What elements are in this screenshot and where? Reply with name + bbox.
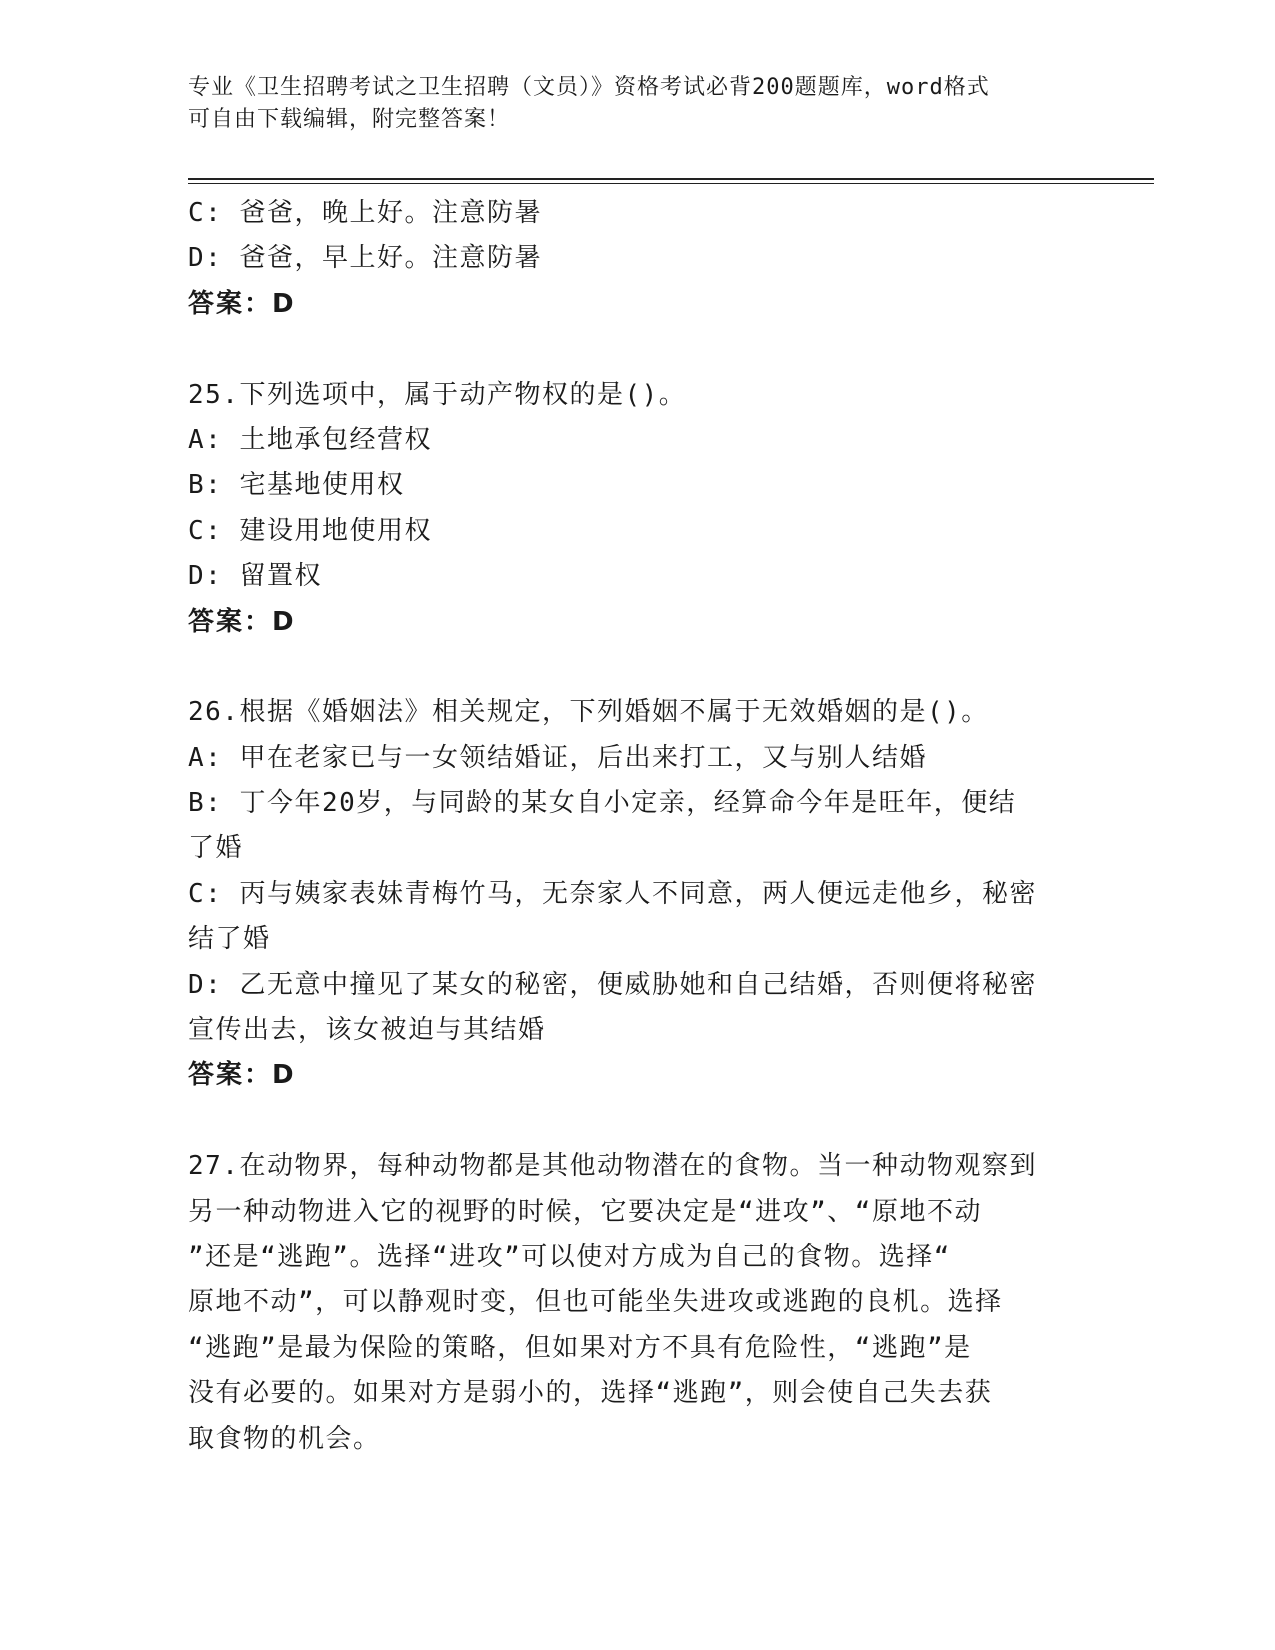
header-divider-thin — [188, 183, 1154, 184]
header-divider — [188, 178, 1154, 180]
option-d-line-1: D: 乙无意中撞见了某女的秘密，便威胁她和自己结婚，否则便将秘密 — [188, 969, 1037, 1000]
question-spacer — [188, 327, 1088, 372]
answer-line: 答案：D — [188, 288, 296, 319]
option-b: B: 宅基地使用权 — [188, 470, 405, 501]
option-c-line-2: 结了婚 — [188, 924, 271, 955]
question-26 — [188, 690, 1088, 1099]
question-spacer — [188, 1099, 1088, 1144]
question-stem: 26.根据《婚姻法》相关规定，下列婚姻不属于无效婚姻的是()。 — [188, 697, 989, 728]
option-c-line-1: C: 丙与姨家表妹青梅竹马，无奈家人不同意，两人便远走他乡，秘密 — [188, 878, 1037, 909]
question-stem-line: 原地不动”，可以静观时变，但也可能坐失进攻或逃跑的良机。选择 — [188, 1287, 1003, 1318]
question-stem: 25.下列选项中，属于动产物权的是()。 — [188, 379, 687, 410]
previous-question — [188, 191, 1088, 327]
question-stem-line: 27.在动物界，每种动物都是其他动物潜在的食物。当一种动物观察到 — [188, 1151, 1037, 1182]
option-a: A: 土地承包经营权 — [188, 424, 432, 455]
option-c: C: 建设用地使用权 — [188, 515, 432, 546]
question-stem-line: “逃跑”是最为保险的策略，但如果对方不具有危险性，“逃跑”是 — [188, 1332, 972, 1363]
option-a: A: 甲在老家已与一女领结婚证，后出来打工，又与别人结婚 — [188, 742, 927, 773]
option-d-line-2: 宣传出去，该女被迫与其结婚 — [188, 1015, 546, 1046]
question-stem-line: 取食物的机会。 — [188, 1423, 381, 1454]
header-line-1: 专业《卫生招聘考试之卫生招聘（文员）》资格考试必背200题题库，word格式 — [188, 75, 990, 100]
question-stem-line: 另一种动物进入它的视野的时候，它要决定是“进攻”、“原地不动 — [188, 1196, 982, 1227]
question-spacer — [188, 645, 1088, 690]
option-c: C: 爸爸，晚上好。注意防暑 — [188, 198, 542, 228]
question-stem-line: 没有必要的。如果对方是弱小的，选择“逃跑”，则会使自己失去获 — [188, 1378, 993, 1409]
answer-line: 答案：D — [188, 1060, 296, 1091]
question-25 — [188, 373, 1088, 645]
answer-line: 答案：D — [188, 606, 296, 637]
question-stem-line: ”还是“逃跑”。选择“进攻”可以使对方成为自己的食物。选择“ — [188, 1241, 951, 1272]
option-b-line-2: 了婚 — [188, 833, 244, 864]
option-d: D: 爸爸，早上好。注意防暑 — [188, 243, 542, 274]
question-27 — [188, 1144, 1088, 1462]
question-content — [188, 191, 1088, 1462]
document-header — [188, 72, 1068, 136]
option-b-line-1: B: 丁今年20岁，与同龄的某女自小定亲，经算命今年是旺年，便结 — [188, 788, 1017, 819]
option-d: D: 留置权 — [188, 561, 322, 592]
header-line-2: 可自由下载编辑，附完整答案！ — [188, 107, 511, 132]
